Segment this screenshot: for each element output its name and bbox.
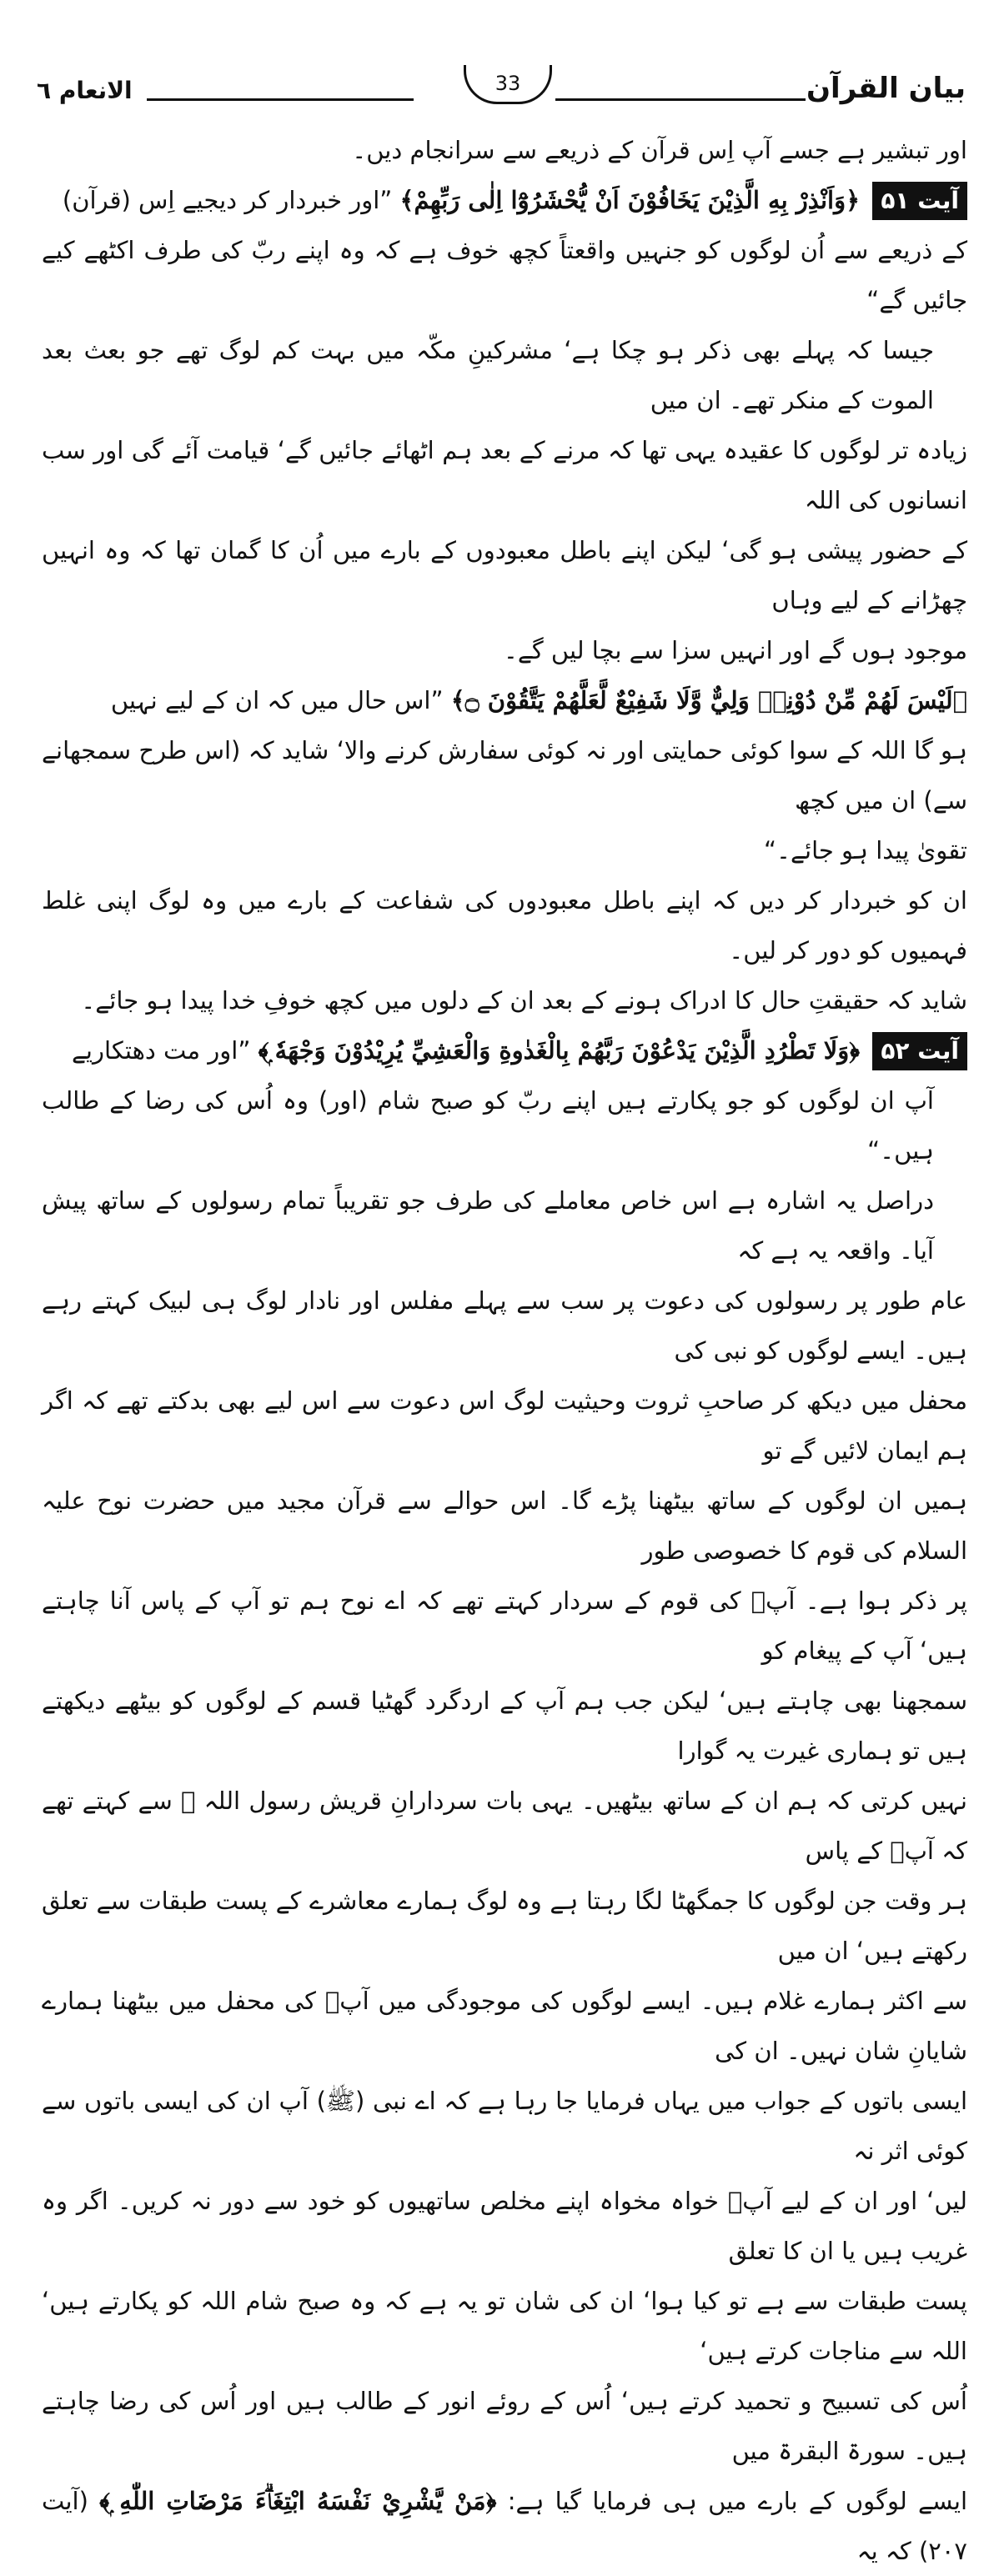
- page-body: [42, 125, 967, 2576]
- ayah-51b-line: [42, 675, 967, 725]
- ayah-badge-51: آیت ۵۱: [872, 182, 967, 220]
- text-line: جیسا کہ پہلے بھی ذکر ہو چکا ہے‘ مشرکینِ مکّہ میں بہت کم لوگ تھے جو بعث بعد الموت کے منکر تھے۔ ان میں: [42, 336, 934, 414]
- ayah-207-arabic: ﴿مَنْ يَّشْرِيْ نَفْسَهُ ابْتِغَاۗءَ مَرْضَاتِ اللّٰهِ ۭ﴾: [99, 2487, 497, 2515]
- ayah-52-translation: ”اور مت دھتکاریے: [71, 1036, 251, 1065]
- text-line: تقویٰ پیدا ہو جائے۔“: [764, 836, 967, 865]
- header-rule-right: [555, 98, 806, 101]
- text-line: شاید کہ حقیقتِ حال کا ادراک ہونے کے بعد ان کے دلوں میں کچھ خوفِ خدا پیدا ہو جائے۔: [81, 986, 967, 1015]
- text-line: ایسی باتوں کے جواب میں یہاں فرمایا جا رہا ہے کہ اے نبی (ﷺ) آپ ان کی ایسی باتوں سے کوئی اثر نہ: [42, 2087, 967, 2165]
- page-number: 33: [464, 65, 552, 104]
- text-line: پر ذکر ہوا ہے۔ آپؑ کی قوم کے سردار کہتے تھے کہ اے نوح ہم تو آپ کے پاس آنا چاہتے ہیں‘ آپ کے پیغام کو: [42, 1586, 967, 1665]
- ayah-52-line: [42, 1025, 967, 1075]
- header-rule-left: [147, 98, 414, 101]
- text-line: پست طبقات سے ہے تو کیا ہوا‘ ان کی شان تو یہ ہے کہ وہ صبح شام اللہ کو پکارتے ہیں‘ اللہ سے مناجات کرتے ہیں‘: [42, 2287, 967, 2365]
- ayah-badge-52: آیت ۵۲: [872, 1032, 967, 1070]
- text-segment: (آیت ۲۰۷) کہ یہ: [42, 2487, 967, 2565]
- text-line: موجود ہوں گے اور انہیں سزا سے بچا لیں گے۔: [503, 636, 967, 664]
- text-line: ہو گا اللہ کے سوا کوئی حمایتی اور نہ کوئی سفارش کرنے والا‘ شاید کہ (اس طرح سمجھانے سے) ان میں کچھ: [42, 736, 967, 814]
- page-header: [30, 65, 972, 115]
- text-line: سے اکثر ہمارے غلام ہیں۔ ایسے لوگوں کی موجودگی میں آپؐ کی محفل میں بیٹھنا ہمارے شایانِ شان نہیں۔ ان کی: [42, 1987, 967, 2065]
- text-line: نہیں کرتی کہ ہم ان کے ساتھ بیٹھیں۔ یہی بات سردارانِ قریش رسول اللہ ﷺ سے کہتے تھے کہ آپؐ کے پاس: [42, 1787, 967, 1865]
- text-line: سمجھنا بھی چاہتے ہیں‘ لیکن جب ہم آپ کے اردگرد گھٹیا قسم کے لوگوں کو بیٹھے دیکھتے ہیں تو ہماری غیرت یہ گوارا: [42, 1686, 967, 1765]
- book-title: بیان القرآن: [806, 72, 966, 105]
- text-line: ان کو خبردار کر دیں کہ اپنے باطل معبودوں کی شفاعت کے بارے میں وہ لوگ اپنی غلط فہمیوں کو دور کر لیں۔: [42, 886, 967, 965]
- ayah-51-line: [42, 175, 967, 225]
- text-line: محفل میں دیکھ کر صاحبِ ثروت وحیثیت لوگ اس دعوت سے اس لیے بھی بدکتے تھے کہ اگر ہم ایمان لائیں گے تو: [42, 1386, 967, 1465]
- ayah-52-arabic: ﴿وَلَا تَطْرُدِ الَّذِيْنَ يَدْعُوْنَ رَبَّهُمْ بِالْغَدٰوةِ وَالْعَشِيِّ يُرِيْدُوْنَ وَجْهَهٗ ۭ﴾: [258, 1036, 861, 1065]
- text-line: آپ ان لوگوں کو جو پکارتے ہیں اپنے ربّ کو صبح شام (اور) وہ اُس کی رضا کے طالب ہیں۔“: [42, 1086, 934, 1165]
- text-segment: ایسے لوگوں کے بارے میں ہی فرمایا گیا ہے:: [507, 2487, 968, 2515]
- surah-title: الانعام ٦: [37, 77, 133, 104]
- ayah-51b-arabic: ﴿لَيْسَ لَهُمْ مِّنْ دُوْنِهٖ وَلِيٌّ وَّلَا شَفِيْعٌ لَّعَلَّهُمْ يَتَّقُوْنَ ۝﴾: [450, 686, 967, 714]
- text-line: دراصل یہ اشارہ ہے اس خاص معاملے کی طرف جو تقریباً تمام رسولوں کے ساتھ پیش آیا۔ واقعہ یہ ہے کہ: [42, 1186, 934, 1265]
- text-line: اُس کی تسبیح و تحمید کرتے ہیں‘ اُس کے روئے انور کے طالب ہیں اور اُس کی رضا چاہتے ہیں۔ سورۃ البقرۃ میں: [42, 2387, 967, 2465]
- final-line: [42, 2476, 967, 2576]
- text-line: زیادہ تر لوگوں کا عقیدہ یہی تھا کہ مرنے کے بعد ہم اٹھائے جائیں گے‘ قیامت آئے گی اور سب انسانوں کی اللہ: [42, 436, 967, 514]
- text-line: کے ذریعے سے اُن لوگوں کو جنہیں واقعتاً کچھ خوف ہے کہ وہ اپنے ربّ کی طرف اکٹھے کیے جائیں گے“: [42, 236, 967, 314]
- ayah-51-arabic: ﴿وَاَنْذِرْ بِهِ الَّذِيْنَ يَخَافُوْنَ اَنْ يُّحْشَرُوْٓا اِلٰى رَبِّهِمْ﴾: [399, 186, 861, 214]
- text-line: ہمیں ان لوگوں کے ساتھ بیٹھنا پڑے گا۔ اس حوالے سے قرآن مجید میں حضرت نوح علیہ السلام کی قوم کا خصوصی طور: [42, 1486, 967, 1565]
- text-line: ہر وقت جن لوگوں کا جمگھٹا لگا رہتا ہے وہ لوگ ہمارے معاشرے کے پست طبقات سے تعلق رکھتے ہیں‘ ان میں: [42, 1887, 967, 1965]
- ayah-51-translation: ”اور خبردار کر دیجیے اِس (قرآن): [62, 186, 393, 214]
- ayah-51b-translation: ”اس حال میں کہ ان کے لیے نہیں: [110, 686, 444, 714]
- text-line: عام طور پر رسولوں کی دعوت پر سب سے پہلے مفلس اور نادار لوگ ہی لبیک کہتے رہے ہیں۔ ایسے لوگوں کو نبی کی: [42, 1286, 967, 1365]
- text-line: کے حضور پیشی ہو گی‘ لیکن اپنے باطل معبودوں کے بارے میں اُن کا گمان تھا کہ وہ انہیں چھڑانے کے لیے وہاں: [42, 536, 967, 614]
- text-line: اور تبشیر ہے جسے آپ اِس قرآن کے ذریعے سے سرانجام دیں۔: [352, 136, 967, 164]
- text-line: لیں‘ اور ان کے لیے آپؐ خواہ مخواہ اپنے مخلص ساتھیوں کو خود سے دور نہ کریں۔ اگر وہ غریب ہیں یا ان کا تعلق: [42, 2187, 967, 2265]
